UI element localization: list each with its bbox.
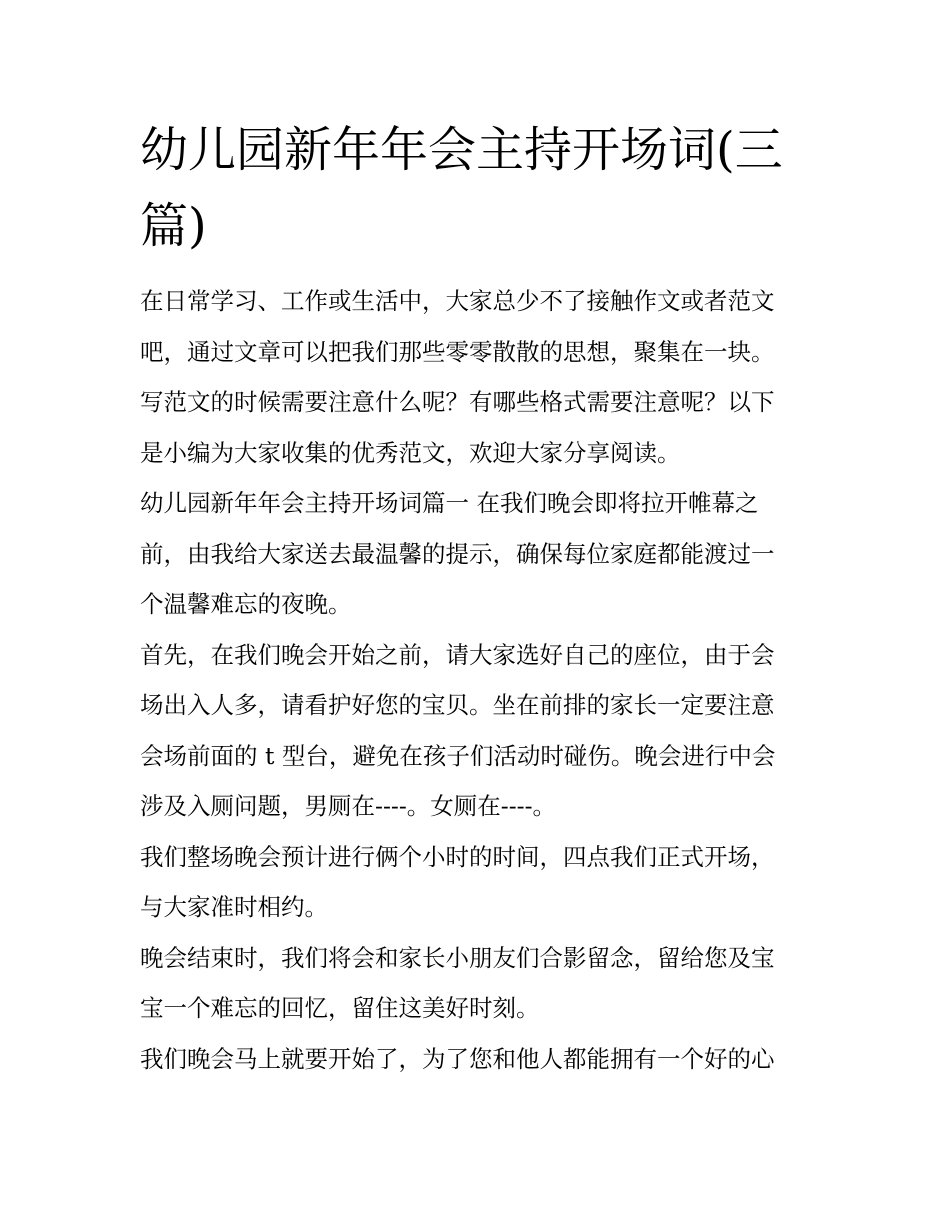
text-line: 涉及入厕问题，男厕在----。女厕在----。 (140, 792, 557, 820)
text-line: 我们晚会马上就要开始了，为了您和他人都能拥有一个好的心 (140, 1044, 775, 1073)
title-line: 篇) (140, 198, 207, 254)
paragraph-ending (140, 933, 820, 1034)
document-body (140, 276, 820, 1084)
text-line: 宝一个难忘的回忆，留住这美好时刻。 (140, 994, 540, 1022)
text-line: 首先，在我们晚会开始之前，请大家选好自己的座位，由于会 (140, 640, 775, 669)
text-line: 我们整场晚会预计进行俩个小时的时间，四点我们正式开场， (140, 842, 775, 871)
text-line: 与大家准时相约。 (140, 893, 328, 921)
text-line: 个温馨难忘的夜晚。 (140, 590, 352, 618)
text-line: 是小编为大家收集的优秀范文，欢迎大家分享阅读。 (140, 438, 681, 467)
title-line: 幼儿园新年年会主持开场词(三 (140, 122, 783, 178)
text-line: 写范文的时候需要注意什么呢？有哪些格式需要注意呢？以下 (140, 388, 775, 416)
paragraph-part-one (140, 478, 820, 630)
paragraph-start (140, 1034, 820, 1085)
paragraph-seating (140, 630, 820, 832)
text-line: 幼儿园新年年会主持开场词篇一 在我们晚会即将拉开帷幕之 (140, 489, 759, 517)
text-line: 场出入人多，请看护好您的宝贝。坐在前排的家长一定要注意 (140, 691, 775, 719)
text-line: 会场前面的 t 型台，避免在孩子们活动时碰伤。晚会进行中会 (140, 741, 776, 770)
text-line: 在日常学习、工作或生活中，大家总少不了接触作文或者范文 (140, 287, 775, 315)
text-line: 前，由我给大家送去最温馨的提示，确保每位家庭都能渡过一 (140, 539, 775, 568)
document-title (140, 112, 820, 264)
paragraph-intro (140, 276, 820, 478)
text-line: 吧，通过文章可以把我们那些零零散散的思想，聚集在一块。 (140, 337, 775, 366)
text-line: 晚会结束时，我们将会和家长小朋友们合影留念，留给您及宝 (140, 943, 775, 972)
paragraph-schedule (140, 832, 820, 933)
